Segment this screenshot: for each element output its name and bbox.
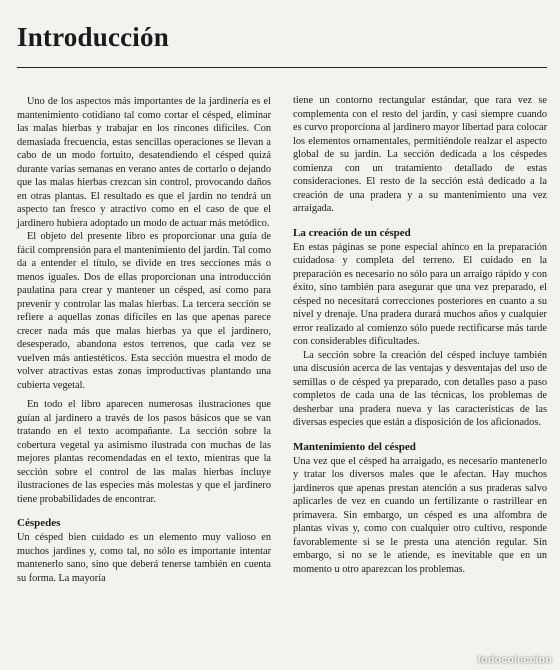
section-heading-creacion: La creación de un césped [293,226,411,239]
paragraph: Uno de los aspectos más importantes de la jardinería es el mantenimiento cotidiano tal como cortar el césped, eliminar las malas hierbas y trabajar en los rincones difíciles. Con demasiada frecuencia, estas sencillas operaciones se llevan a cabo de un modo fortuito, desatendiendo el césped quizá durante varias semanas en verano antes de cortarlo o dejando que las malas hierbas crezcan sin control, provocando daños en otras plantas. El resultado es que el jardín no tendrá un aspecto tan fresco y atractivo como en el caso de que el jardinero hubiera adoptado un modo de actuar más metódico. [17,96,271,229]
section-heading-cespedes: Céspedes [17,517,61,529]
paragraph: En todo el libro aparecen numerosas ilustraciones que guían al jardinero a través de los pasos básicos que se van tratando en el texto acompañante. La sección sobre la cobertura vegetal ya asimismo ilustrada con muchas de las mejores plantas recomendadas en el texto, mientras que la sección sobre el control de las malas hierbas incluye ilustraciones de las especies más molestas y que el jardinero tiene probabilidades de encontrar. [17,399,271,505]
paragraph: Un césped bien cuidado es un elemento muy valioso en muchos jardines y, como tal, no sólo es importante intentar mantenerlo sano, sino que deberá tenerse también en cuenta su forma. La mayoría [17,532,271,584]
title-rule [17,67,547,68]
paragraph: El objeto del presente libro es proporcionar una guía de fácil comprensión para el mantenimiento del jardín. Tal como da a entender el título, se divide en tres secciones más o menos iguales. Dos de ellas proporcionan una introducción paulatina para crear y mantener un césped, así como para prevenir y controlar las malas hierbas. La tercera sección se refiere a aquellas zonas difíciles en las que apenas parece crecer nada más que malas hierbas ya que el jardinero, desesperado, abandona estos terrenos, que cada vez se vuelven más antiestéticos. Esta sección muestra el modo de volver atractivas estas zonas improductivas plantando una cubierta vegetal. [17,231,271,391]
left-column [17,95,271,585]
paragraph: La sección sobre la creación del césped incluye también una discusión acerca de las ventajas y desventajas del uso de semillas o de césped ya preparado, con detalles paso a paso completos de cada una de las técnicas, los problemas de desherbar una pradera nueva y las características de las diversas especies que están a disposición de los aficionados. [293,349,547,428]
paragraph: En estas páginas se pone especial ahínco en la preparación cuidadosa y completa del terreno. El cuidado en la preparación es necesario no sólo para un arraigo rápido y con éxito, sino también para asegurar que una vez preparado, el césped no necesitará correcciones posteriores en cuanto a su nivel y drenaje. Una pradera durará muchos años y cualquier error realizado al comienzo sólo puede rectificarse más tarde con considerables dificultades. [293,241,547,347]
page-title: Introducción [17,22,169,52]
watermark-logo: todocoleccion [477,654,552,666]
paragraph: Una vez que el césped ha arraigado, es necesario mantenerlo y tratar los diversos males que le afectan. Hay muchos jardineros que apenas prestan atención a sus praderas salvo aplicarles de vez en cuando un fertilizante o rastrillear en primavera. Sin embargo, un césped es una alfombra de plantas vivas y, como con cualquier otro cultivo, responde favorablemente si se le presta una atención regular. Sin embargo, si no se le atiende, es inevitable que en un momento u otro aparezcan los problemas. [293,455,547,575]
section-heading-mantenimiento: Mantenimiento del césped [293,440,416,453]
paragraph: tiene un contorno rectangular estándar, que rara vez se complementa con el resto del jardín, y casi siempre cuando es curvo proporciona al jardinero mayor libertad para colocar los elementos ornamentales, permitiéndole realzar el aspecto global de su jardín. La sección dedicada a los céspedes comienza con un tratamiento detallado de estas consideraciones. El resto de la sección está dedicado a la creación de una pradera y a su mantenimiento una vez arraigada. [293,95,547,214]
right-column [293,94,547,576]
